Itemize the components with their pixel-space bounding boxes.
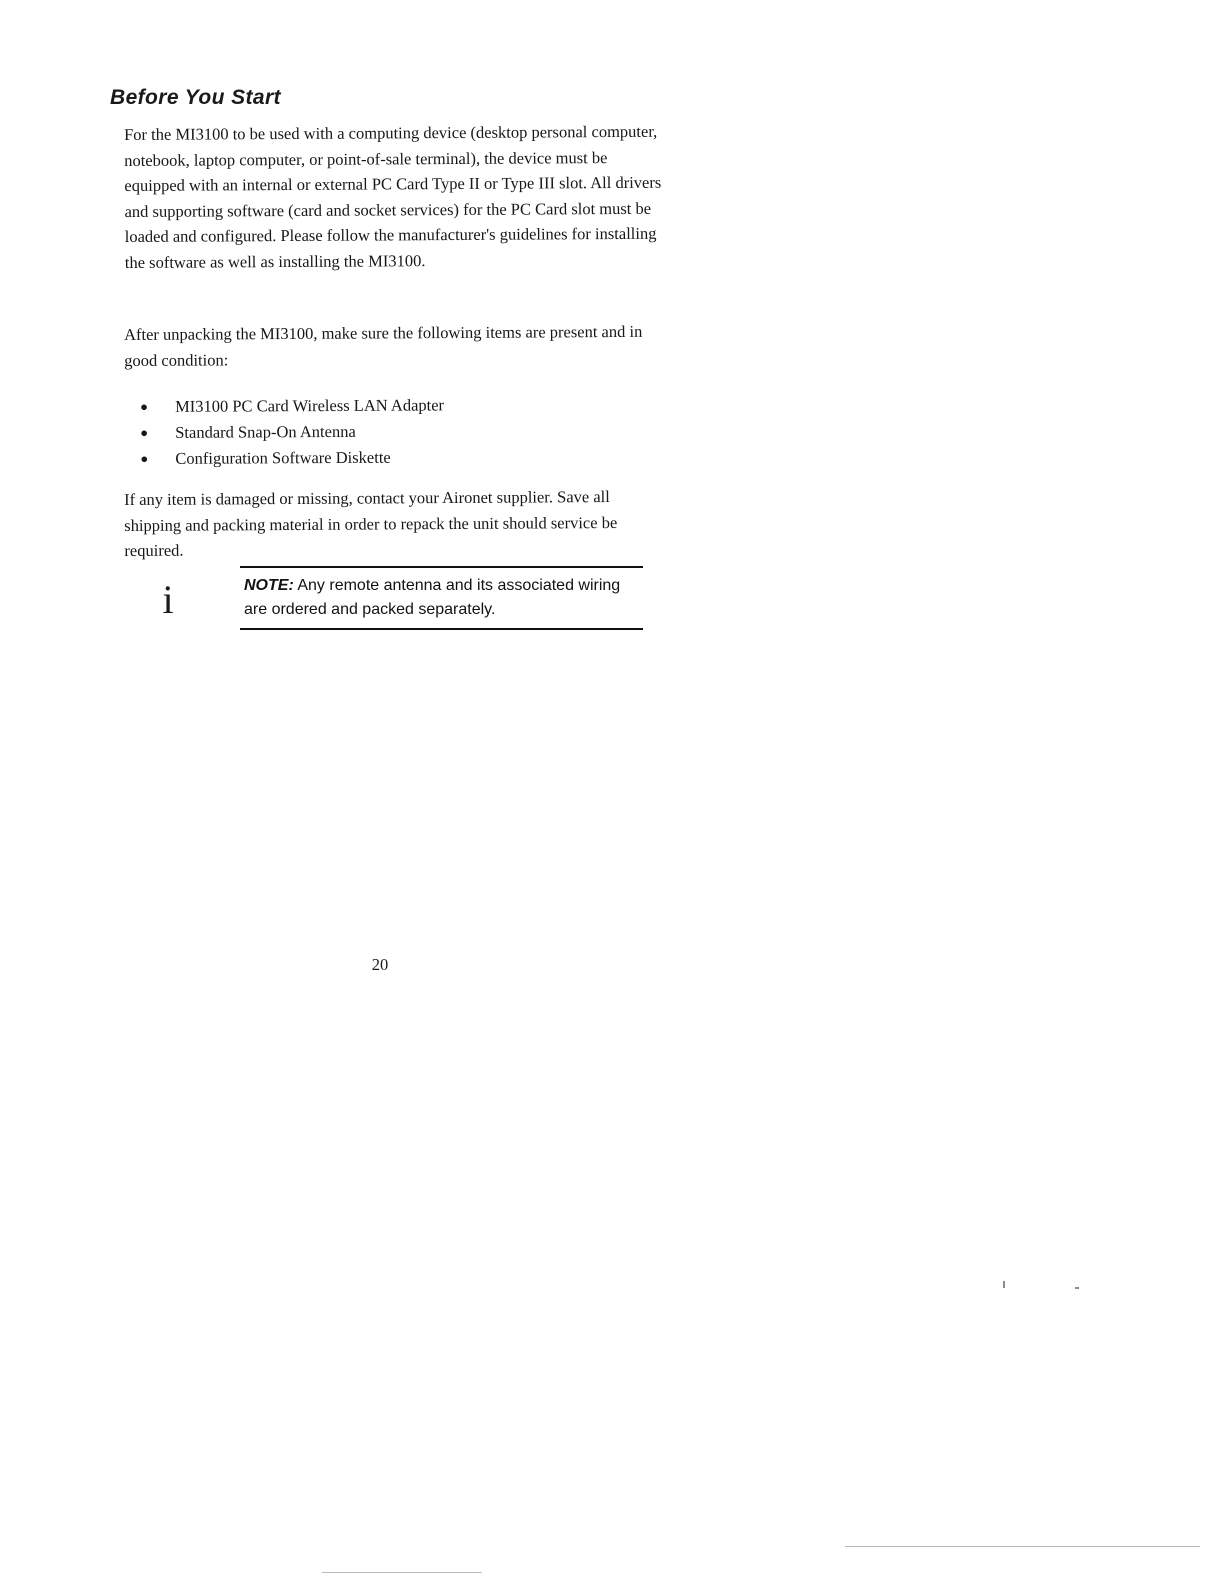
bullet-icon: ● [140, 398, 148, 414]
page-number: 20 [371, 955, 389, 974]
scan-artifact-line [845, 1546, 1200, 1547]
info-icon: i [162, 577, 174, 622]
list-item-label: Configuration Software Diskette [175, 447, 391, 468]
note-message: Any remote antenna and its associated wiring are ordered and packed separately. [244, 577, 621, 618]
list-item-label: Standard Snap-On Antenna [175, 421, 356, 442]
scan-speck [1003, 1281, 1005, 1288]
list-item [140, 391, 620, 419]
items-list [140, 391, 620, 472]
note-label: NOTE: [244, 577, 294, 594]
scan-artifact-line [322, 1572, 482, 1573]
list-item [140, 443, 620, 471]
list-item-label: MI3100 PC Card Wireless LAN Adapter [175, 395, 445, 416]
bullet-icon: ● [140, 450, 149, 466]
note-body [240, 566, 643, 630]
paragraph-unpacking: After unpacking the MI3100, make sure the following items are present and in good condition: [124, 321, 643, 370]
bullet-icon: ● [140, 424, 149, 440]
note-text [240, 574, 643, 622]
paragraph-intro: For the MI3100 to be used with a computing device (desktop personal computer, notebook, laptop computer, or point-of-sale terminal), the device must be equipped with an internal or external PC Card Type II or Type III slot. All drivers and supporting software (card and socket services) for the PC Card slot must be loaded and configured. Please follow the manufacturer's guidelines for installing the software as well as installing the MI3100. [124, 121, 662, 272]
paragraph-damaged-items: If any item is damaged or missing, contact your Aironet supplier. Save all shipping and packing material in order to repack the unit should service be required. [124, 487, 618, 560]
scan-speck [1075, 1287, 1079, 1289]
list-item [140, 417, 620, 445]
page-title: Before You Start [110, 86, 281, 109]
